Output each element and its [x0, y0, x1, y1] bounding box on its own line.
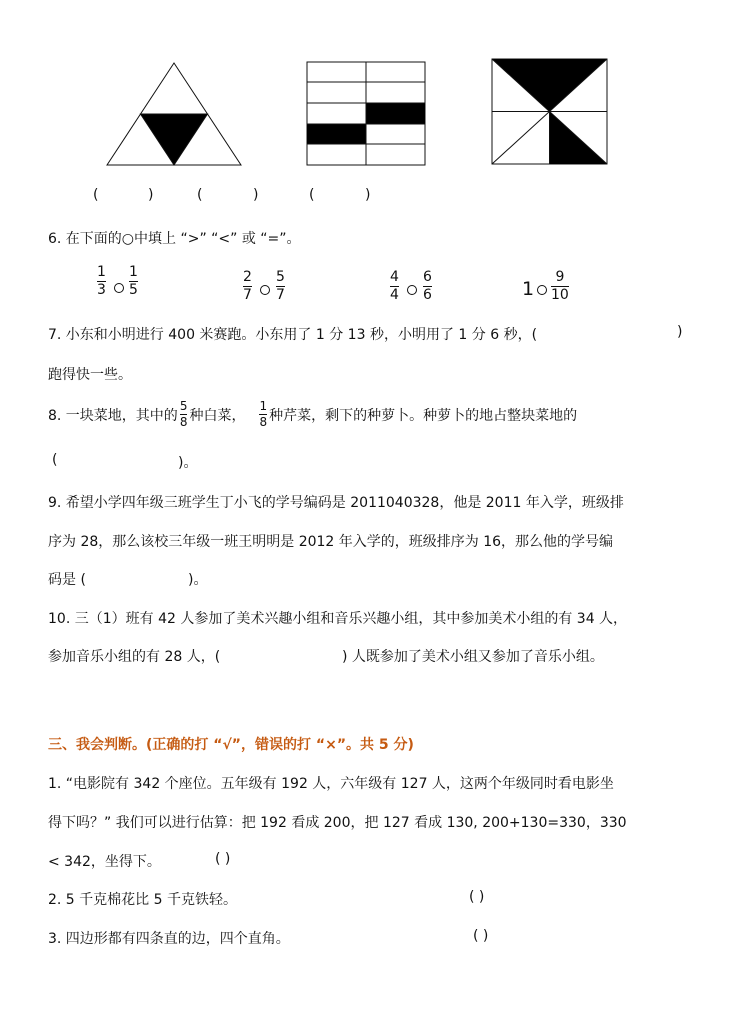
q6-item2-right-fraction: [276, 270, 285, 303]
q6-item1-right-fraction: [129, 265, 138, 298]
numerator: 4: [390, 269, 399, 285]
numerator: 1: [129, 264, 138, 280]
numerator: 2: [243, 269, 252, 285]
q9-line3-a: 码是 (: [48, 572, 86, 588]
denominator: 5: [129, 282, 138, 298]
q8-part-a: 8. 一块菜地，其中的: [48, 407, 178, 424]
q10-line2-a: 参加音乐小组的有 28 人，(: [48, 649, 221, 665]
figure1-paren-close: ): [148, 187, 154, 203]
compare-circle-2[interactable]: [260, 285, 270, 295]
q8-part-c: 种芹菜，剩下的种萝卜。种萝卜的地占整块菜地的: [269, 407, 578, 424]
square-pinwheel-figure: [491, 58, 609, 166]
denominator: 6: [423, 287, 432, 303]
q8-paren-close: )。: [178, 455, 198, 471]
q10-line1: 10. 三（1）班有 42 人参加了美术兴趣小组和音乐兴趣小组，其中参加美术小组的有 34 人，: [48, 611, 628, 627]
denominator: 3: [97, 282, 106, 298]
s3-q3: 3. 四边形都有四条直的边，四个直角。: [48, 931, 290, 947]
s3-q2: 2. 5 千克棉花比 5 千克铁轻。: [48, 892, 237, 908]
s3-q1-answer-paren[interactable]: ( ): [215, 851, 231, 867]
s3-q1-line3: < 342，坐得下。: [48, 854, 161, 870]
numerator: 5: [276, 269, 285, 285]
triangle-figure: [104, 60, 244, 168]
q9-line3-b: )。: [188, 572, 208, 588]
compare-circle-3[interactable]: [407, 285, 417, 295]
q7-line2: 跑得快一些。: [48, 367, 132, 383]
q10-line2-b: ) 人既参加了美术小组又参加了音乐小组。: [342, 649, 604, 665]
q6-item2-left-fraction: [243, 270, 252, 303]
s3-q3-answer-paren[interactable]: ( ): [473, 928, 489, 944]
denominator: 10: [551, 287, 569, 303]
denominator: 4: [390, 287, 399, 303]
q6-item3-left-fraction: [390, 270, 399, 303]
q6-item4-whole: 1: [522, 278, 535, 300]
q8-line1: [48, 400, 577, 429]
denominator: 8: [179, 415, 188, 429]
denominator: 7: [243, 287, 252, 303]
numerator: 1: [259, 399, 268, 413]
q8-part-b: 种白菜，: [189, 407, 246, 424]
figure1-paren-open: (: [93, 187, 99, 203]
section3-heading: 三、我会判断。(正确的打 “√”，错误的打 “×”。共 5 分): [48, 737, 414, 753]
q8-fraction-1: [180, 400, 188, 429]
figure3-paren-open: (: [309, 187, 315, 203]
denominator: 8: [259, 415, 268, 429]
q8-fraction-2: [259, 400, 267, 429]
s3-q1-line2: 得下吗？” 我们可以进行估算：把 192 看成 200，把 127 看成 130, 200+130=330，330: [48, 815, 627, 831]
figure2-paren-close: ): [253, 187, 259, 203]
numerator: 1: [97, 264, 106, 280]
numerator: 9: [555, 269, 565, 285]
q8-paren-open: (: [52, 452, 58, 468]
denominator: 7: [276, 287, 285, 303]
q6-item4-right-fraction: [551, 270, 569, 303]
numerator: 5: [179, 399, 188, 413]
q6-item1-left-fraction: [97, 265, 106, 298]
q7-paren-close: ): [677, 324, 683, 340]
compare-circle-4[interactable]: [537, 285, 547, 295]
q9-line2: 序为 28，那么该校三年级一班王明明是 2012 年入学的，班级排序为 16，那么他的学号编: [48, 534, 614, 550]
figure2-paren-open: (: [197, 187, 203, 203]
grid-rectangle-figure: [306, 61, 428, 167]
s3-q1-line1: 1. “电影院有 342 个座位。五年级有 192 人，六年级有 127 人，这两个年级同时看电影坐: [48, 776, 614, 792]
q6-text: 6. 在下面的○中填上 “>” “<” 或 “=”。: [48, 231, 301, 247]
compare-circle-1[interactable]: [114, 283, 124, 293]
numerator: 6: [423, 269, 432, 285]
q6-item3-right-fraction: [423, 270, 432, 303]
q7-line1: 7. 小东和小明进行 400 米赛跑。小东用了 1 分 13 秒，小明用了 1 分 6 秒，(: [48, 327, 538, 343]
s3-q2-answer-paren[interactable]: ( ): [469, 889, 485, 905]
q9-line1: 9. 希望小学四年级三班学生丁小飞的学号编码是 2011040328，他是 2011 年入学，班级排: [48, 495, 624, 511]
figure3-paren-close: ): [365, 187, 371, 203]
